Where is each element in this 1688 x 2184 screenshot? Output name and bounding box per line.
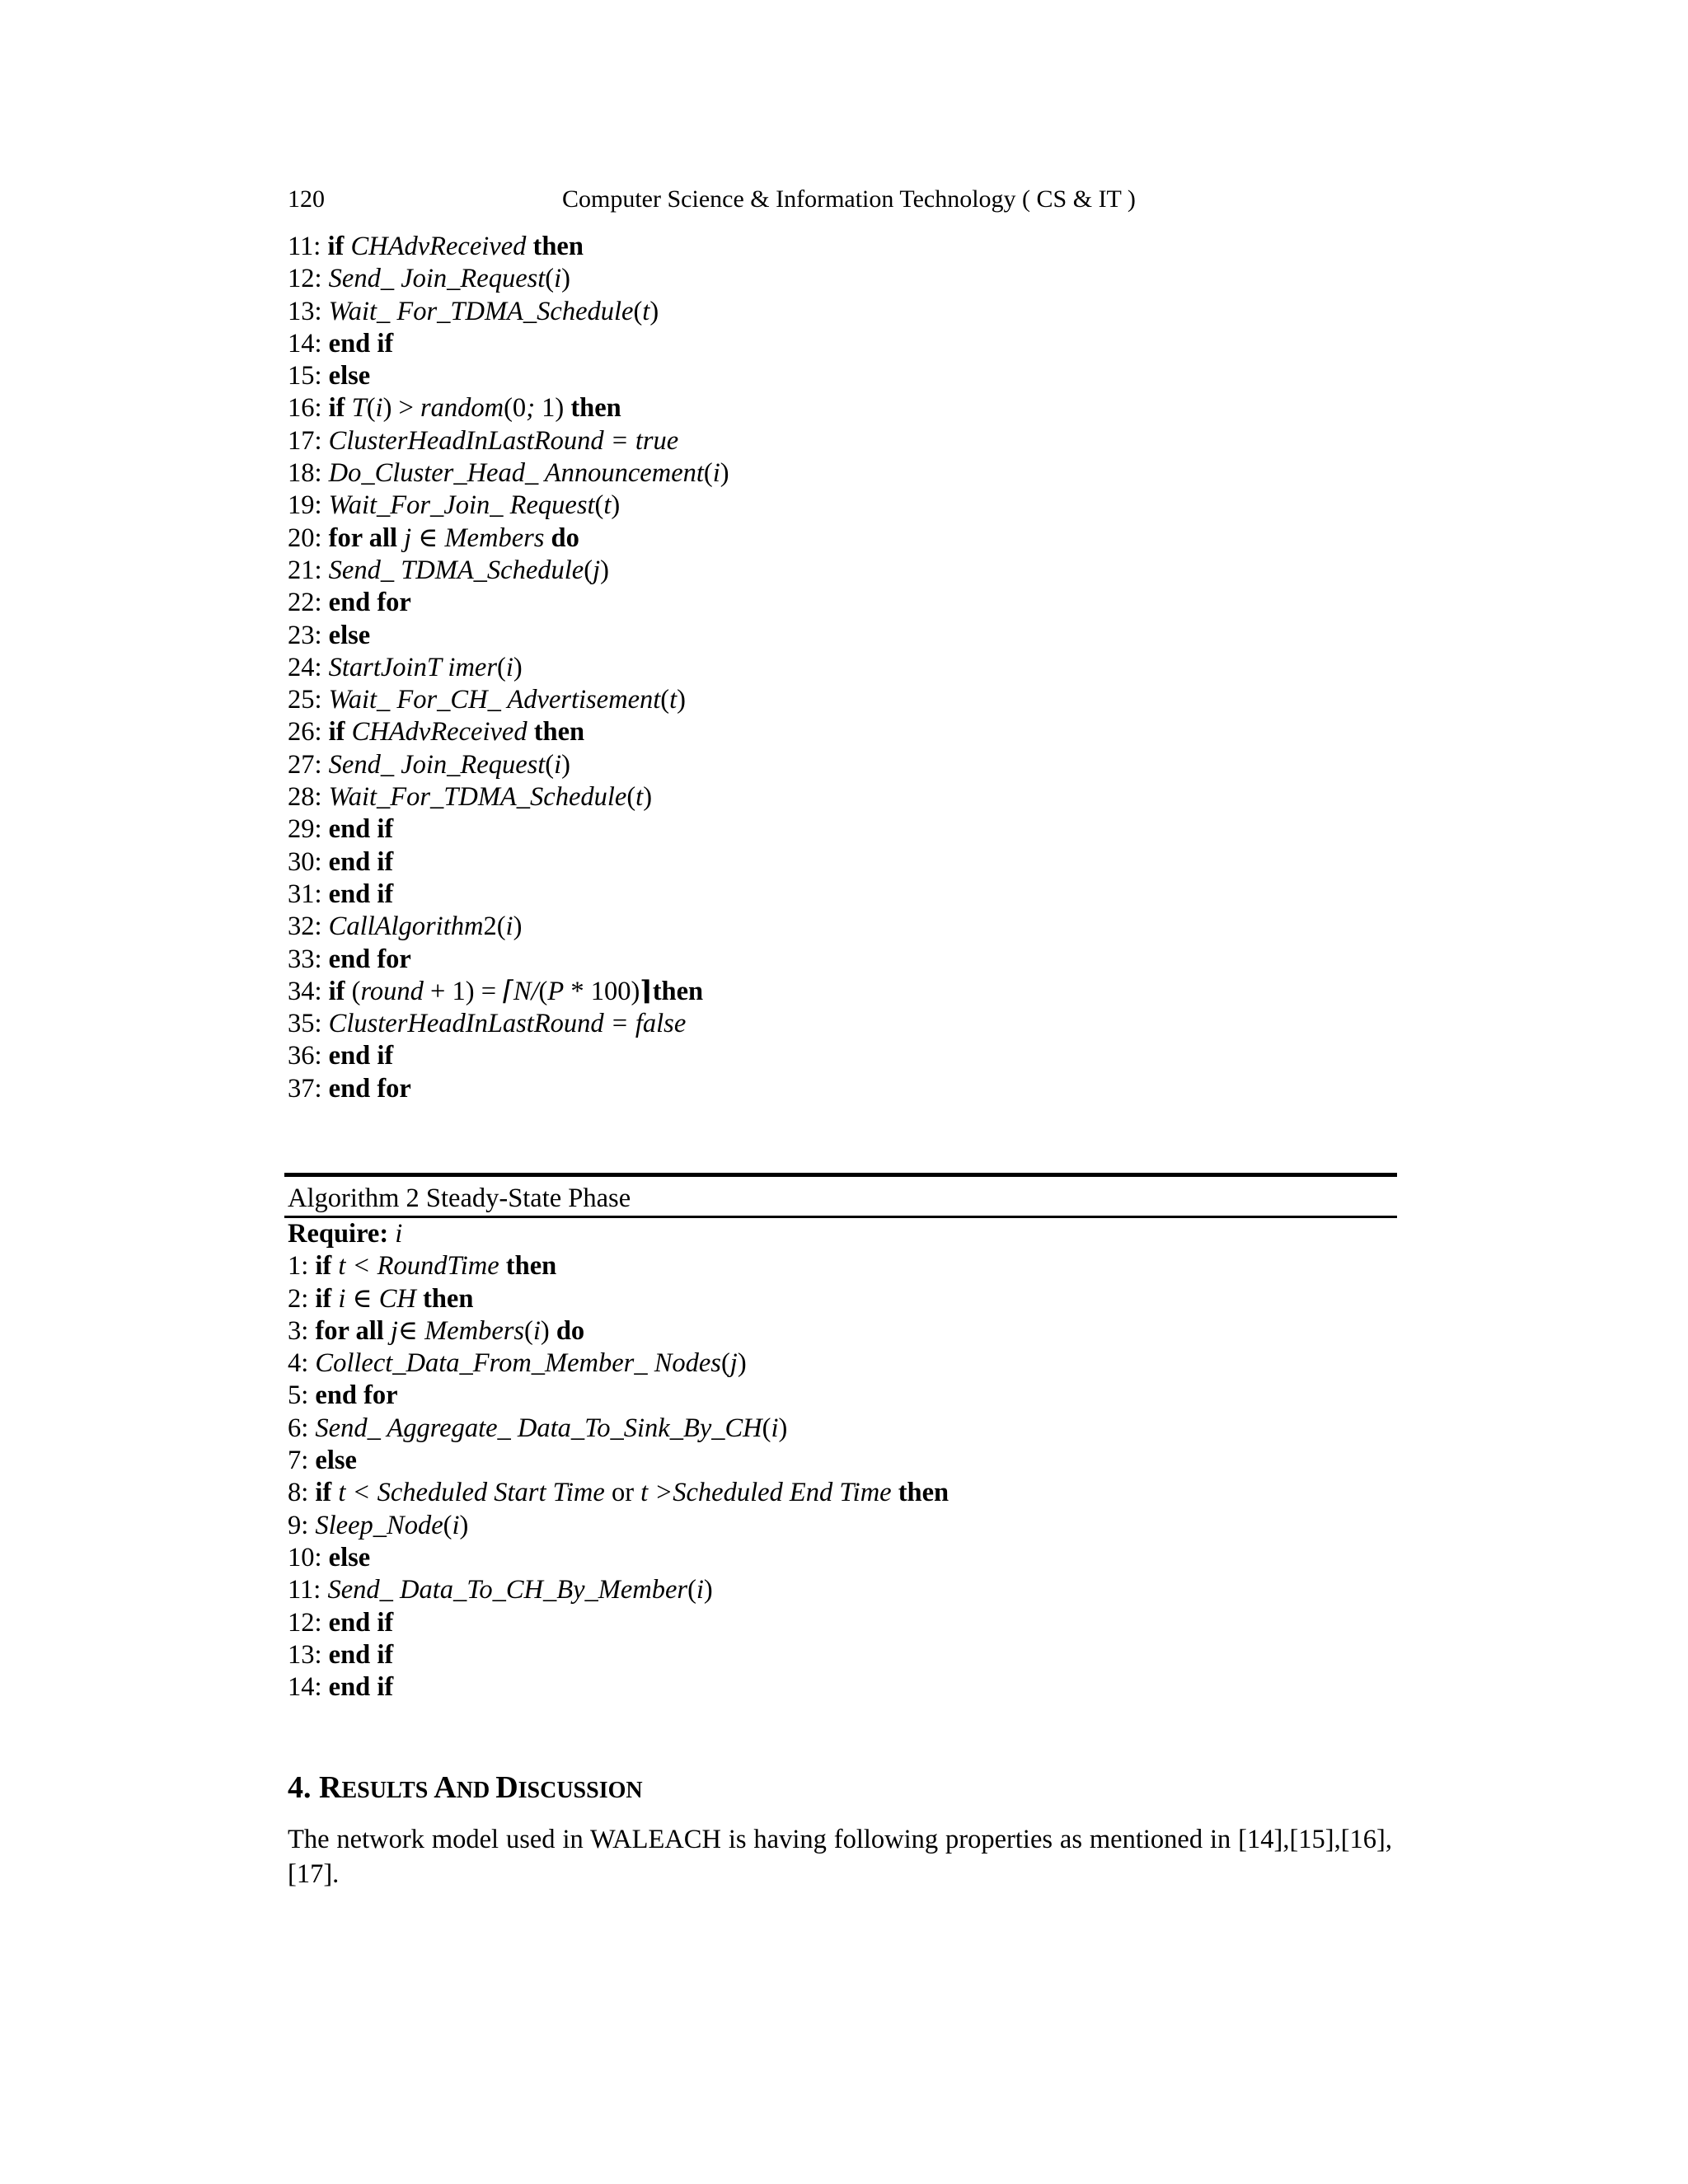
algorithm2-top-rule <box>284 1173 1397 1177</box>
algorithm-line: 26: if CHAdvReceived then <box>288 717 585 748</box>
algorithm-line: 12: end if <box>288 1607 394 1638</box>
algorithm-line: 35: ClusterHeadInLastRound = false <box>288 1009 687 1039</box>
algorithm-line: 7: else <box>288 1446 357 1476</box>
algorithm-line: 22: end for <box>288 588 411 618</box>
algorithm-line: 13: end if <box>288 1639 394 1670</box>
algorithm-line: 31: end if <box>288 879 394 909</box>
algorithm-line: 30: end if <box>288 846 394 877</box>
running-title: Computer Science & Information Technology ( CS & IT ) <box>562 185 1136 213</box>
algorithm-line: 19: Wait_For_Join_ Request(t) <box>288 490 621 521</box>
algorithm-line: 10: else <box>288 1542 371 1572</box>
algorithm-line: 32: CallAlgorithm2(i) <box>288 912 523 942</box>
section-heading: 4. RESULTS AND DISCUSSION <box>288 1770 643 1805</box>
algorithm-line: 28: Wait_For_TDMA_Schedule(t) <box>288 782 653 813</box>
page-number: 120 <box>288 185 325 213</box>
algorithm-line: 20: for all j ∈ Members do <box>288 523 579 553</box>
algorithm-line: 6: Send_ Aggregate_ Data_To_Sink_By_CH(i) <box>288 1413 788 1443</box>
algorithm-line: 25: Wait_ For_CH_ Advertisement(t) <box>288 685 686 715</box>
algorithm-line: 17: ClusterHeadInLastRound = true <box>288 425 679 456</box>
algorithm-line: 12: Send_ Join_Request(i) <box>288 264 570 294</box>
algorithm-line: 24: StartJoinT imer(i) <box>288 652 523 682</box>
algorithm-line: 21: Send_ TDMA_Schedule(j) <box>288 555 609 585</box>
algorithm-line: 13: Wait_ For_TDMA_Schedule(t) <box>288 296 659 326</box>
algorithm-line: 16: if T(i) > random(0; 1) then <box>288 393 621 424</box>
algorithm-line: 14: end if <box>288 1672 394 1703</box>
algorithm-line: 37: end for <box>288 1073 411 1104</box>
algorithm-line: 34: if (round + 1) = ⌈N/(P * 100)⌉then <box>288 976 704 1006</box>
algorithm-line: 29: end if <box>288 814 394 845</box>
algorithm-line: 23: else <box>288 620 371 650</box>
algorithm-line: 14: end if <box>288 328 394 359</box>
algorithm-line: 3: for all j∈ Members(i) do <box>288 1315 585 1346</box>
algorithm-line: 8: if t < Scheduled Start Time or t >Scheduled End Time then <box>288 1478 950 1508</box>
algorithm-line: 36: end if <box>288 1041 394 1071</box>
algorithm1-continued <box>288 231 1400 1105</box>
algorithm-line: Require: i <box>288 1219 403 1249</box>
algorithm-line: 11: if CHAdvReceived then <box>288 232 584 261</box>
algorithm2-title: Algorithm 2 Steady-State Phase <box>288 1183 631 1213</box>
algorithm-line: 1: if t < RoundTime then <box>288 1251 557 1282</box>
algorithm-line: 27: Send_ Join_Request(i) <box>288 749 570 780</box>
section-paragraph: The network model used in WALEACH is having following properties as mentioned in [14],[15],[16],[17]. <box>288 1825 1392 1889</box>
algorithm-line: 33: end for <box>288 944 411 974</box>
algorithm-line: 4: Collect_Data_From_Member_ Nodes(j) <box>288 1348 747 1379</box>
algorithm2-body <box>288 1218 1400 1704</box>
algorithm-line: 11: Send_ Data_To_CH_By_Member(i) <box>288 1575 713 1605</box>
algorithm-line: 15: else <box>288 361 371 391</box>
algorithm-line: 2: if i ∈ CH then <box>288 1283 474 1314</box>
algorithm-line: 9: Sleep_Node(i) <box>288 1510 469 1540</box>
algorithm-line: 5: end for <box>288 1380 398 1411</box>
algorithm-line: 18: Do_Cluster_Head_ Announcement(i) <box>288 458 729 489</box>
